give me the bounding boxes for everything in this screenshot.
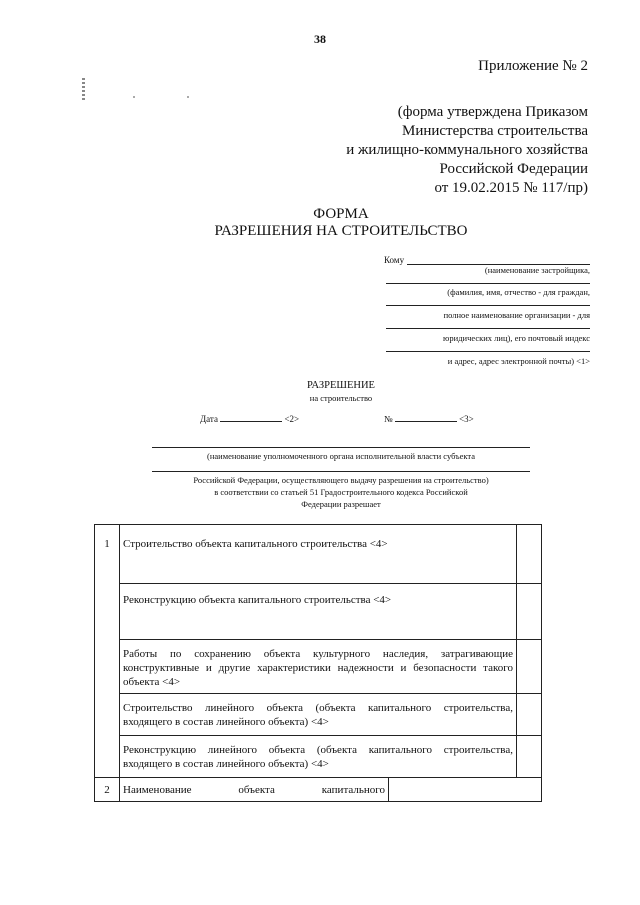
recipient-block — [384, 253, 590, 265]
option-checkbox[interactable] — [517, 525, 542, 584]
permit-subtitle: на строительство — [309, 393, 373, 403]
object-name-row — [120, 778, 542, 802]
recipient-label: Кому — [384, 255, 405, 265]
approval-line: от 19.02.2015 № 117/пр) — [434, 180, 588, 196]
recipient-caption: полное наименование организации - для — [443, 310, 590, 320]
approval-line: и жилищно-коммунального хозяйства — [346, 142, 588, 158]
date-field — [200, 414, 299, 424]
object-name-label: Наименование объекта капитального — [120, 778, 389, 801]
recipient-caption: и адрес, адрес электронной почты) <1> — [447, 356, 590, 366]
scan-artifact — [82, 78, 85, 102]
option-checkbox[interactable] — [517, 694, 542, 736]
table-row — [95, 584, 542, 640]
recipient-caption: (фамилия, имя, отчество - для граждан, — [447, 287, 590, 297]
recipient-line[interactable] — [386, 305, 590, 306]
number-field — [384, 414, 474, 424]
authority-caption: Российской Федерации, осуществляющего выдачу разрешения на строительство) — [193, 475, 489, 485]
recipient-caption: юридических лиц), его почтовый индекс — [443, 333, 590, 343]
authority-caption: Федерации разрешает — [301, 499, 381, 509]
recipient-line[interactable] — [386, 283, 590, 284]
table-row — [95, 778, 542, 802]
recipient-caption: (наименование застройщика, — [484, 265, 590, 275]
option-cell: Работы по сохранению объекта культурного наследия, затрагивающие конструктивные и другие характеристики надежности и безопасности такого объекта <4> — [120, 640, 517, 694]
number-label: № — [384, 414, 393, 424]
approval-note — [346, 103, 588, 198]
table-row — [95, 694, 542, 736]
recipient-row — [384, 253, 590, 265]
table-row — [95, 640, 542, 694]
option-cell: Строительство линейного объекта (объекта капитального строительства, входящего в состав линейного объекта) <4> — [120, 694, 517, 736]
number-input[interactable] — [395, 421, 457, 422]
row-number: 1 — [95, 525, 120, 778]
approval-line: (форма утверждена Приказом — [397, 104, 588, 120]
authority-line[interactable] — [152, 447, 530, 448]
permit-title: РАЗРЕШЕНИЕ — [307, 380, 375, 391]
scan-dot — [187, 96, 189, 98]
approval-line: Российской Федерации — [439, 161, 588, 177]
recipient-line[interactable] — [386, 328, 590, 329]
appendix-label: Приложение № 2 — [478, 58, 588, 74]
authority-line[interactable] — [152, 471, 530, 472]
approval-line: Министерства строительства — [401, 123, 588, 139]
object-name-value[interactable] — [389, 778, 541, 801]
form-title-line1: ФОРМА — [313, 206, 369, 222]
option-checkbox[interactable] — [517, 640, 542, 694]
permit-table — [94, 524, 542, 802]
option-cell: Реконструкцию объекта капитального строительства <4> — [120, 584, 517, 640]
option-checkbox[interactable] — [517, 584, 542, 640]
option-cell: Строительство объекта капитального строительства <4> — [120, 525, 517, 584]
row-number: 2 — [95, 778, 120, 802]
option-checkbox[interactable] — [517, 736, 542, 778]
form-title-line2: РАЗРЕШЕНИЯ НА СТРОИТЕЛЬСТВО — [214, 223, 468, 239]
date-ref: <2> — [284, 414, 300, 424]
table-row — [95, 736, 542, 778]
recipient-line[interactable] — [386, 351, 590, 352]
option-cell: Реконструкцию линейного объекта (объекта капитального строительства, входящего в состав линейного объекта) <4> — [120, 736, 517, 778]
form-title — [0, 206, 640, 240]
date-input[interactable] — [220, 421, 282, 422]
page-number: 38 — [314, 32, 326, 46]
table-row — [95, 525, 542, 584]
number-ref: <3> — [459, 414, 474, 424]
date-label: Дата — [200, 414, 218, 424]
scan-dot — [133, 96, 135, 98]
authority-caption: в соответствии со статьей 51 Градостроительного кодекса Российской — [214, 487, 468, 497]
recipient-field[interactable] — [407, 254, 590, 265]
authority-caption: (наименование уполномоченного органа исполнительной власти субъекта — [207, 451, 475, 461]
